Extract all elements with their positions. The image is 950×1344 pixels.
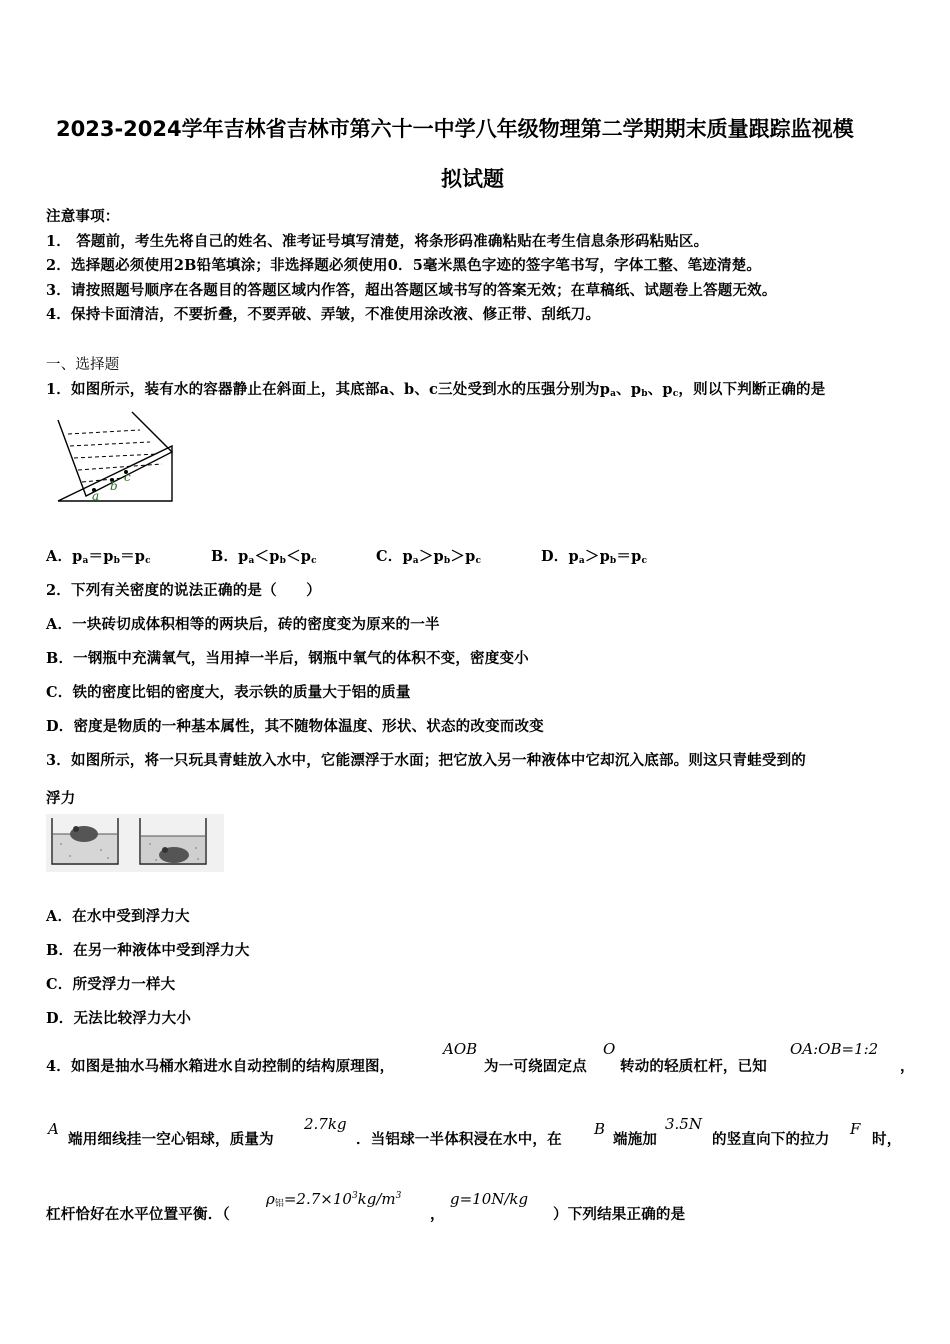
q3-option-a[interactable]: A．在水中受到浮力大 (46, 908, 190, 925)
q4-text-10: 杠杆恰好在水平位置平衡．（ (46, 1206, 230, 1223)
q3-stem: 3．如图所示，将一只玩具青蛙放入水中，它能漂浮于水面；把它放入另一种液体中它却沉入底部。则这只青蛙受到的 (46, 752, 806, 769)
notice-heading: 注意事项： (46, 208, 120, 225)
q1-figure-container-on-slope (54, 408, 174, 504)
q3-option-b[interactable]: B．在另一种液体中受到浮力大 (46, 942, 250, 959)
q4-text-3: 转动的轻质杠杆，已知 (620, 1058, 767, 1075)
q4-math-aob: AOB (443, 1040, 478, 1058)
q4-math-a: A (48, 1120, 59, 1138)
q3-stem-continued: 浮力 (46, 790, 76, 807)
q2-stem: 2．下列有关密度的说法正确的是（ ） (46, 582, 321, 599)
q1-options (46, 545, 706, 566)
page-title: 2023-2024学年吉林省吉林市第六十一中学八年级物理第二学期期末质量跟踪监视模 (56, 117, 854, 141)
notice-item-4: 4．保持卡面清洁，不要折叠，不要弄破、弄皱，不准使用涂改液、修正带、刮纸刀。 (46, 306, 601, 323)
q4-text-5: 端用细线挂一空心铝球，质量为 (68, 1131, 274, 1148)
q4-math-density: $\rho_铝=2.7\times 10^3kg/m^3$ (266, 1190, 402, 1209)
q4-text-12: ）下列结果正确的是 (553, 1206, 686, 1223)
q3-figure-frog-beakers (46, 814, 224, 872)
q2-option-a[interactable]: A．一块砖切成体积相等的两块后，砖的密度变为原来的一半 (46, 616, 440, 633)
q1-option-a[interactable]: A．$p_a=p_b=p_c$ (46, 548, 151, 566)
q4-math-b: B (594, 1120, 606, 1138)
q2-option-b[interactable]: B．一钢瓶中充满氧气，当用掉一半后，钢瓶中氧气的体积不变，密度变小 (46, 650, 529, 667)
q4-text-8: 的竖直向下的拉力 (712, 1131, 830, 1148)
q4-math-mass: 2.7kg (304, 1115, 347, 1133)
q1-option-c[interactable]: C．$p_a>p_b>p_c$ (376, 548, 482, 566)
q4-text-9: 时， (872, 1131, 902, 1148)
q4-math-ratio: OA:OB=1:2 (790, 1040, 879, 1058)
label-a: a (92, 489, 100, 503)
notice-item-1: 1． 答题前，考生先将自己的姓名、准考证号填写清楚，将条形码准确粘贴在考生信息条形码粘贴区。 (46, 233, 709, 250)
q1-option-b[interactable]: B．$p_a<p_b<p_c$ (211, 548, 317, 566)
q1-option-d[interactable]: D．$p_a>p_b=p_c$ (541, 548, 648, 566)
q4-text-1: 4．如图是抽水马桶水箱进水自动控制的结构原理图， (46, 1058, 395, 1075)
q4-math-force: 3.5N (665, 1115, 702, 1133)
q4-text-2: 为一可绕固定点 (484, 1058, 587, 1075)
label-c: c (124, 470, 131, 484)
q3-option-c[interactable]: C．所受浮力一样大 (46, 976, 176, 993)
q2-option-d[interactable]: D．密度是物质的一种基本属性，其不随物体温度、形状、状态的改变而改变 (46, 718, 544, 735)
notice-item-3: 3．请按照题号顺序在各题目的答题区域内作答，超出答题区域书写的答案无效；在草稿纸、试题卷上答题无效。 (46, 282, 777, 299)
notice-item-2: 2．选择题必须使用2B铅笔填涂；非选择题必须使用0．5毫米黑色字迹的签字笔书写，字体工整、笔迹清楚。 (46, 257, 762, 274)
q2-option-c[interactable]: C．铁的密度比铝的密度大，表示铁的质量大于铝的质量 (46, 684, 411, 701)
q4-text-7: 端施加 (613, 1131, 658, 1148)
label-b: b (110, 479, 118, 493)
q4-math-o: O (603, 1040, 616, 1058)
page-title-continued: 拟试题 (441, 167, 504, 191)
q4-text-6: ．当铝球一半体积浸在水中，在 (356, 1131, 562, 1148)
q4-text-4: ， (900, 1058, 915, 1075)
q1-stem: 1．如图所示，装有水的容器静止在斜面上，其底部a、b、c三处受到水的压强分别为$p_a$、$p_b$、$p_c$，则以下判断正确的是 (46, 381, 826, 399)
q4-math-g: g=10N/kg (450, 1190, 529, 1208)
section-heading: 一、选择题 (46, 357, 120, 373)
q3-option-d[interactable]: D．无法比较浮力大小 (46, 1010, 192, 1027)
q4-math-f: F (850, 1120, 861, 1138)
q4-text-11: ， (430, 1206, 445, 1223)
